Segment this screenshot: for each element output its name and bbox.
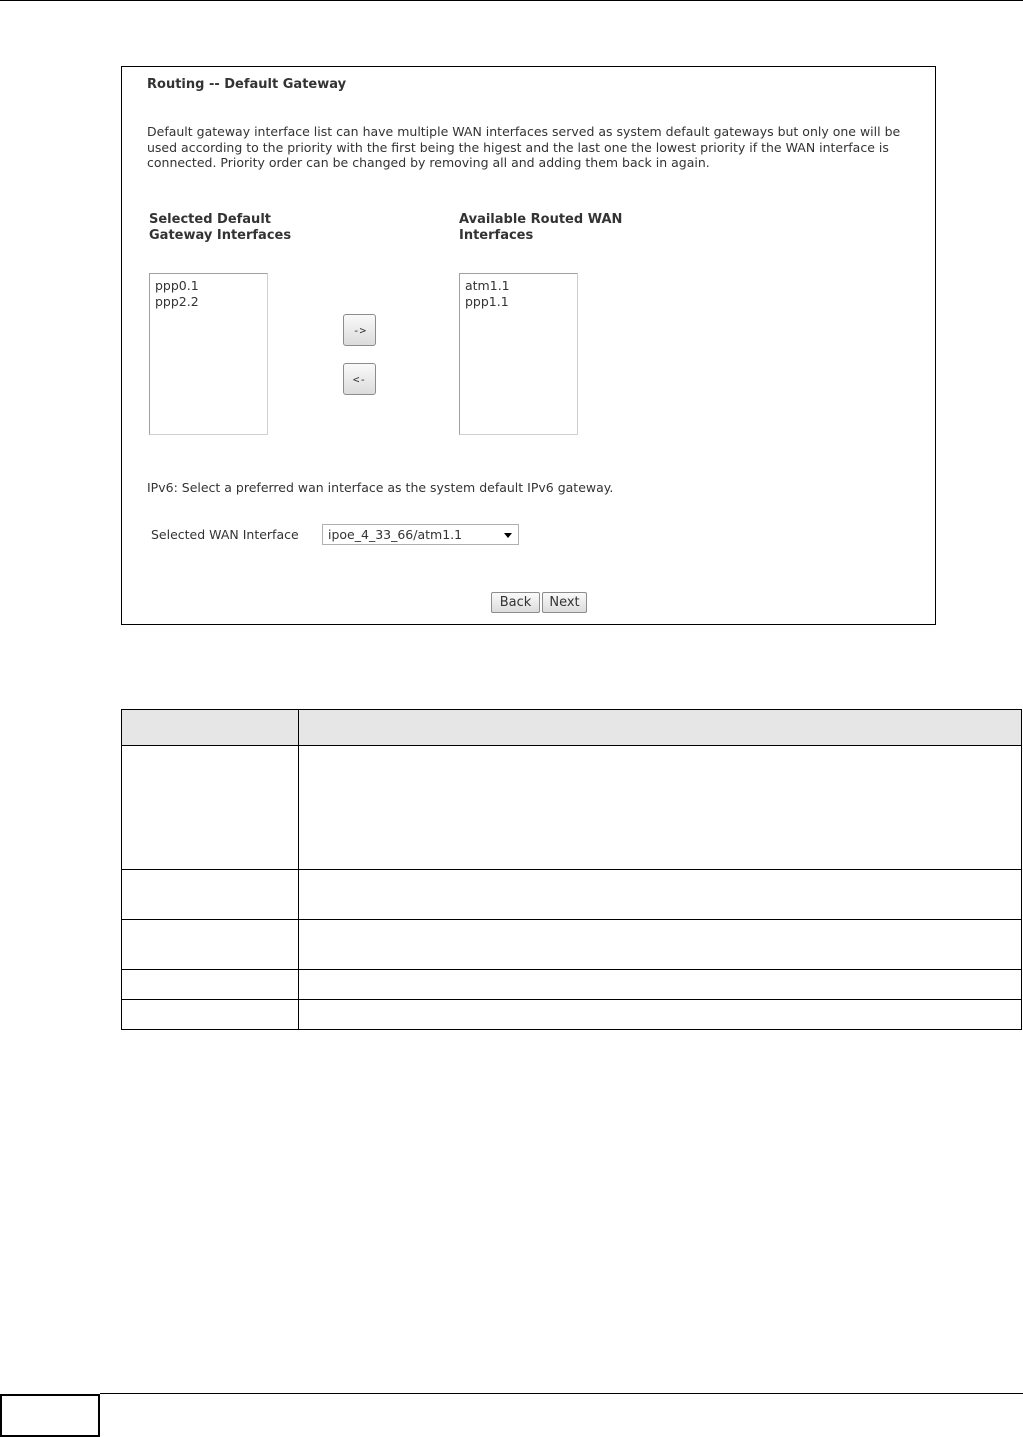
default-gateway-panel bbox=[121, 66, 936, 625]
wan-interface-select[interactable] bbox=[322, 524, 519, 545]
list-item[interactable]: ppp1.1 bbox=[465, 293, 509, 309]
table-row bbox=[122, 746, 1022, 870]
table-row bbox=[122, 970, 1022, 1000]
next-button[interactable]: Next bbox=[542, 592, 587, 613]
table-cell bbox=[122, 870, 299, 920]
table-cell bbox=[122, 746, 299, 870]
list-item[interactable]: ppp0.1 bbox=[155, 278, 199, 293]
table-header-cell bbox=[122, 710, 299, 746]
selected-interfaces-listbox[interactable] bbox=[149, 273, 268, 435]
ipv6-instruction: IPv6: Select a preferred wan interface as the system default IPv6 gateway. bbox=[147, 480, 614, 495]
table-cell bbox=[299, 870, 1022, 920]
back-button[interactable]: Back bbox=[491, 592, 540, 613]
selected-interfaces-heading: Selected Default Gateway Interfaces bbox=[149, 212, 292, 243]
wan-interface-value: ipoe_4_33_66/atm1.1 bbox=[328, 527, 463, 542]
page-number-box bbox=[0, 1394, 100, 1437]
table-cell bbox=[299, 970, 1022, 1000]
move-right-button[interactable]: -> bbox=[343, 314, 376, 346]
move-left-button[interactable]: <- bbox=[343, 363, 376, 395]
available-interfaces-listbox[interactable] bbox=[459, 273, 578, 435]
description-text: Default gateway interface list can have multiple WAN interfaces served as system default gateways but only one will be used according to the priority with the first being the higest and the last one the lowest priority if the WAN interface is connected. Priority order can be changed by removing all and adding them back in again. bbox=[147, 124, 901, 170]
list-item[interactable]: atm1.1 bbox=[465, 278, 510, 293]
available-interfaces-heading: Available Routed WAN Interfaces bbox=[459, 212, 623, 243]
table-cell bbox=[299, 1000, 1022, 1030]
table-cell bbox=[299, 920, 1022, 970]
table-row bbox=[122, 1000, 1022, 1030]
top-rule bbox=[0, 0, 1023, 1]
table-cell bbox=[122, 920, 299, 970]
footer-rule bbox=[100, 1393, 1023, 1394]
table-cell bbox=[299, 746, 1022, 870]
wan-interface-label: Selected WAN Interface bbox=[151, 527, 299, 542]
table-header-row bbox=[122, 710, 1022, 746]
table-cell bbox=[122, 1000, 299, 1030]
table-row bbox=[122, 920, 1022, 970]
table-row bbox=[122, 870, 1022, 920]
page-title: Routing -- Default Gateway bbox=[147, 77, 347, 92]
table-header-cell bbox=[299, 710, 1022, 746]
description-table bbox=[121, 709, 1022, 1030]
table-cell bbox=[122, 970, 299, 1000]
chevron-down-icon bbox=[504, 533, 512, 538]
list-item[interactable]: ppp2.2 bbox=[155, 293, 199, 309]
